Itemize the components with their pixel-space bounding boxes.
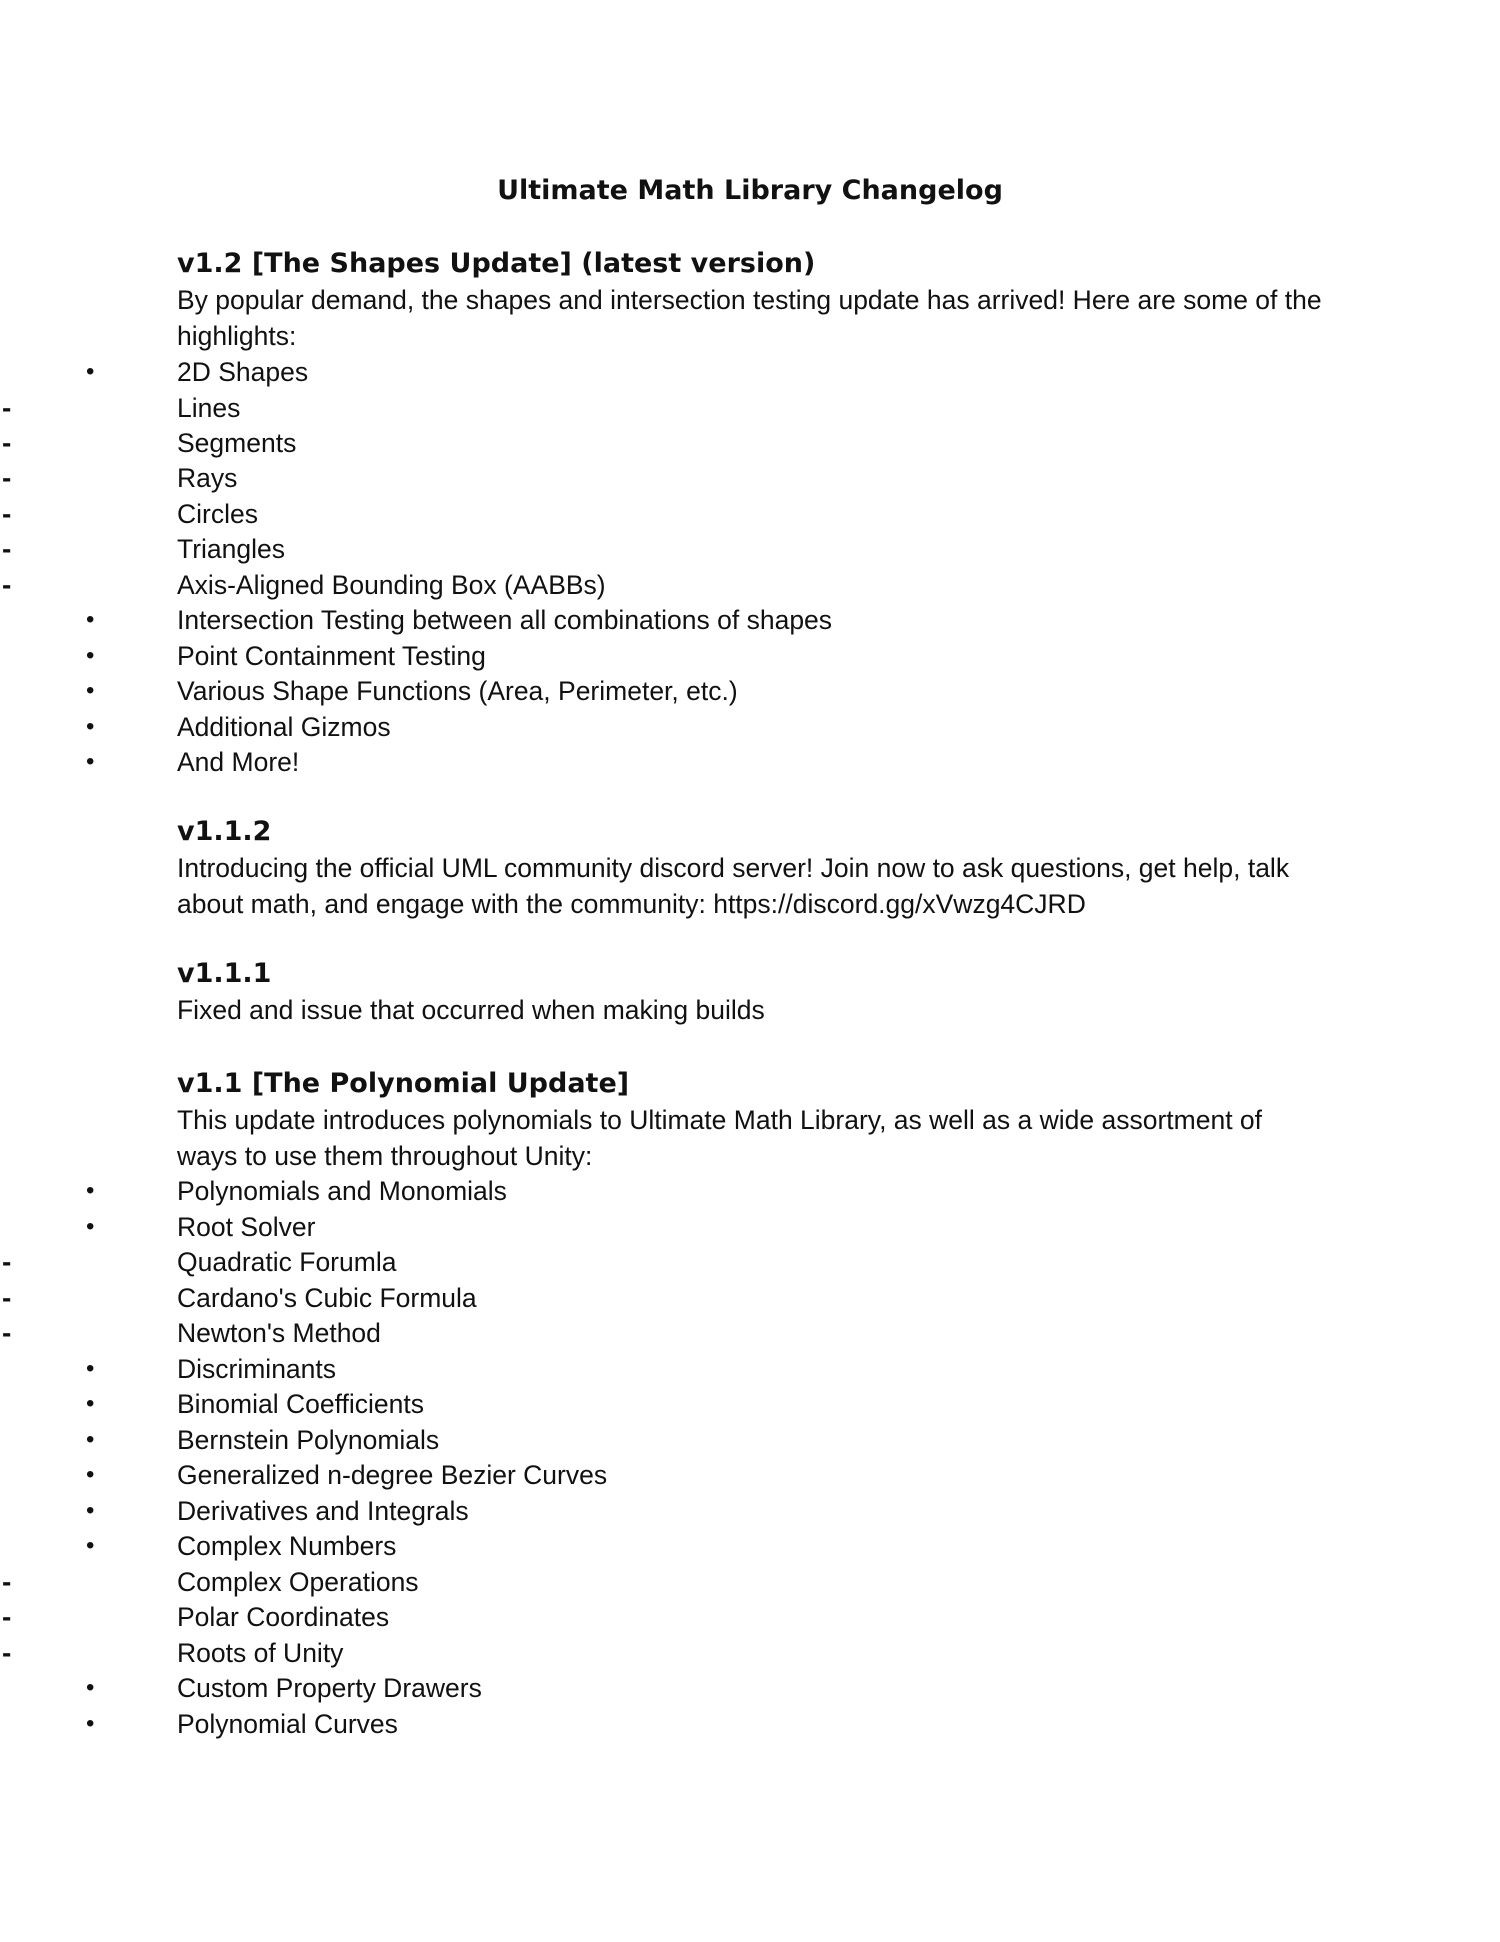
list-item-text: Complex Operations — [177, 1567, 419, 1597]
list-item — [0, 744, 1500, 780]
list-item-text: Bernstein Polynomials — [177, 1425, 440, 1455]
list-item — [0, 1386, 1500, 1422]
list-item-text: Point Containment Testing — [177, 641, 486, 671]
list-item-text: Complex Numbers — [177, 1531, 397, 1561]
list-item — [0, 709, 1500, 745]
bullet-marker: • — [86, 1213, 95, 1240]
list-item-text: 2D Shapes — [177, 357, 309, 387]
list-item-text: Newton's Method — [177, 1318, 381, 1348]
list-item-text: Derivatives and Integrals — [177, 1496, 469, 1526]
list-subitem — [0, 1635, 1500, 1671]
list-item-text: Discriminants — [177, 1354, 337, 1384]
bullet-marker: • — [86, 1674, 95, 1701]
list-item-text: Triangles — [177, 534, 286, 564]
bullet-marker: • — [86, 1461, 95, 1488]
bullet-marker: • — [86, 713, 95, 740]
list-item-text: Segments — [177, 428, 297, 458]
list-subitem — [0, 1564, 1500, 1600]
list-item — [0, 602, 1500, 638]
list-item — [0, 638, 1500, 674]
list-item-text: Cardano's Cubic Formula — [177, 1283, 477, 1313]
bullet-marker: • — [86, 1426, 95, 1453]
list-item-text: Binomial Coefficients — [177, 1389, 424, 1419]
dash-marker: - — [2, 462, 12, 493]
section-intro-v1-1-2: Introducing the official UML community discord server! Join now to ask questions, get help, talk about math, and engage with the community: https://discord.gg/xVwzg4CJRD — [177, 853, 1290, 919]
list-item — [0, 1209, 1500, 1245]
list-subitem — [0, 1244, 1500, 1280]
dash-marker: - — [2, 427, 12, 458]
page-title: Ultimate Math Library Changelog — [497, 175, 1003, 206]
bullet-marker: • — [86, 748, 95, 775]
bullet-marker: • — [86, 1710, 95, 1737]
list-subitem — [0, 1280, 1500, 1316]
bullet-marker: • — [86, 1355, 95, 1382]
dash-marker: - — [2, 1566, 12, 1597]
dash-marker: - — [2, 1601, 12, 1632]
list-item — [0, 1173, 1500, 1209]
list-item-text: Quadratic Forumla — [177, 1247, 397, 1277]
list-item-text: Axis-Aligned Bounding Box (AABBs) — [177, 570, 606, 600]
list-item-text: Custom Property Drawers — [177, 1673, 482, 1703]
section-heading-v1-1: v1.1 [The Polynomial Update] — [177, 1068, 630, 1099]
list-item-text: Generalized n-degree Bezier Curves — [177, 1460, 608, 1490]
dash-marker: - — [2, 533, 12, 564]
list-item-text: Intersection Testing between all combinations of shapes — [177, 605, 833, 635]
bullet-marker: • — [86, 642, 95, 669]
list-item-text: Polar Coordinates — [177, 1602, 390, 1632]
list-item-text: Root Solver — [177, 1212, 316, 1242]
list-item — [0, 354, 1500, 390]
section-heading-v1-1-1: v1.1.1 — [177, 958, 272, 989]
bullet-marker: • — [86, 1497, 95, 1524]
list-item-text: Lines — [177, 393, 241, 423]
dash-marker: - — [2, 569, 12, 600]
list-item — [0, 1457, 1500, 1493]
bullet-marker: • — [86, 677, 95, 704]
list-subitem — [0, 496, 1500, 532]
list-subitem — [0, 531, 1500, 567]
list-subitem — [0, 390, 1500, 426]
list-item-text: Additional Gizmos — [177, 712, 391, 742]
bullet-marker: • — [86, 1177, 95, 1204]
bullet-marker: • — [86, 1532, 95, 1559]
bullet-marker: • — [86, 358, 95, 385]
list-item — [0, 1670, 1500, 1706]
dash-marker: - — [2, 392, 12, 423]
list-item — [0, 1528, 1500, 1564]
list-subitem — [0, 567, 1500, 603]
bullet-marker: • — [86, 606, 95, 633]
list-item — [0, 673, 1500, 709]
dash-marker: - — [2, 1282, 12, 1313]
section-intro-v1-1: This update introduces polynomials to Ultimate Math Library, as well as a wide assortment of ways to use them throughout Unity: — [177, 1105, 1263, 1171]
dash-marker: - — [2, 1317, 12, 1348]
list-item-text: Roots of Unity — [177, 1638, 344, 1668]
section-heading-v1-1-2: v1.1.2 — [177, 816, 272, 847]
list-item — [0, 1706, 1500, 1742]
section-intro-v1-1-1: Fixed and issue that occurred when making builds — [177, 995, 765, 1025]
list-item-text: Polynomials and Monomials — [177, 1176, 507, 1206]
dash-marker: - — [2, 1637, 12, 1668]
list-item-text: Polynomial Curves — [177, 1709, 398, 1739]
bullet-marker: • — [86, 1390, 95, 1417]
list-item-text: And More! — [177, 747, 300, 777]
list-item — [0, 1493, 1500, 1529]
list-subitem — [0, 1599, 1500, 1635]
dash-marker: - — [2, 1246, 12, 1277]
list-subitem — [0, 1315, 1500, 1351]
list-item-text: Various Shape Functions (Area, Perimeter, etc.) — [177, 676, 738, 706]
section-heading-v1-2: v1.2 [The Shapes Update] (latest version) — [177, 248, 816, 279]
section-intro-v1-2: By popular demand, the shapes and intersection testing update has arrived! Here are some of the highlights: — [177, 285, 1322, 351]
list-item-text: Circles — [177, 499, 258, 529]
dash-marker: - — [2, 498, 12, 529]
list-subitem — [0, 425, 1500, 461]
list-item — [0, 1422, 1500, 1458]
list-item-text: Rays — [177, 463, 238, 493]
list-item — [0, 1351, 1500, 1387]
list-subitem — [0, 460, 1500, 496]
